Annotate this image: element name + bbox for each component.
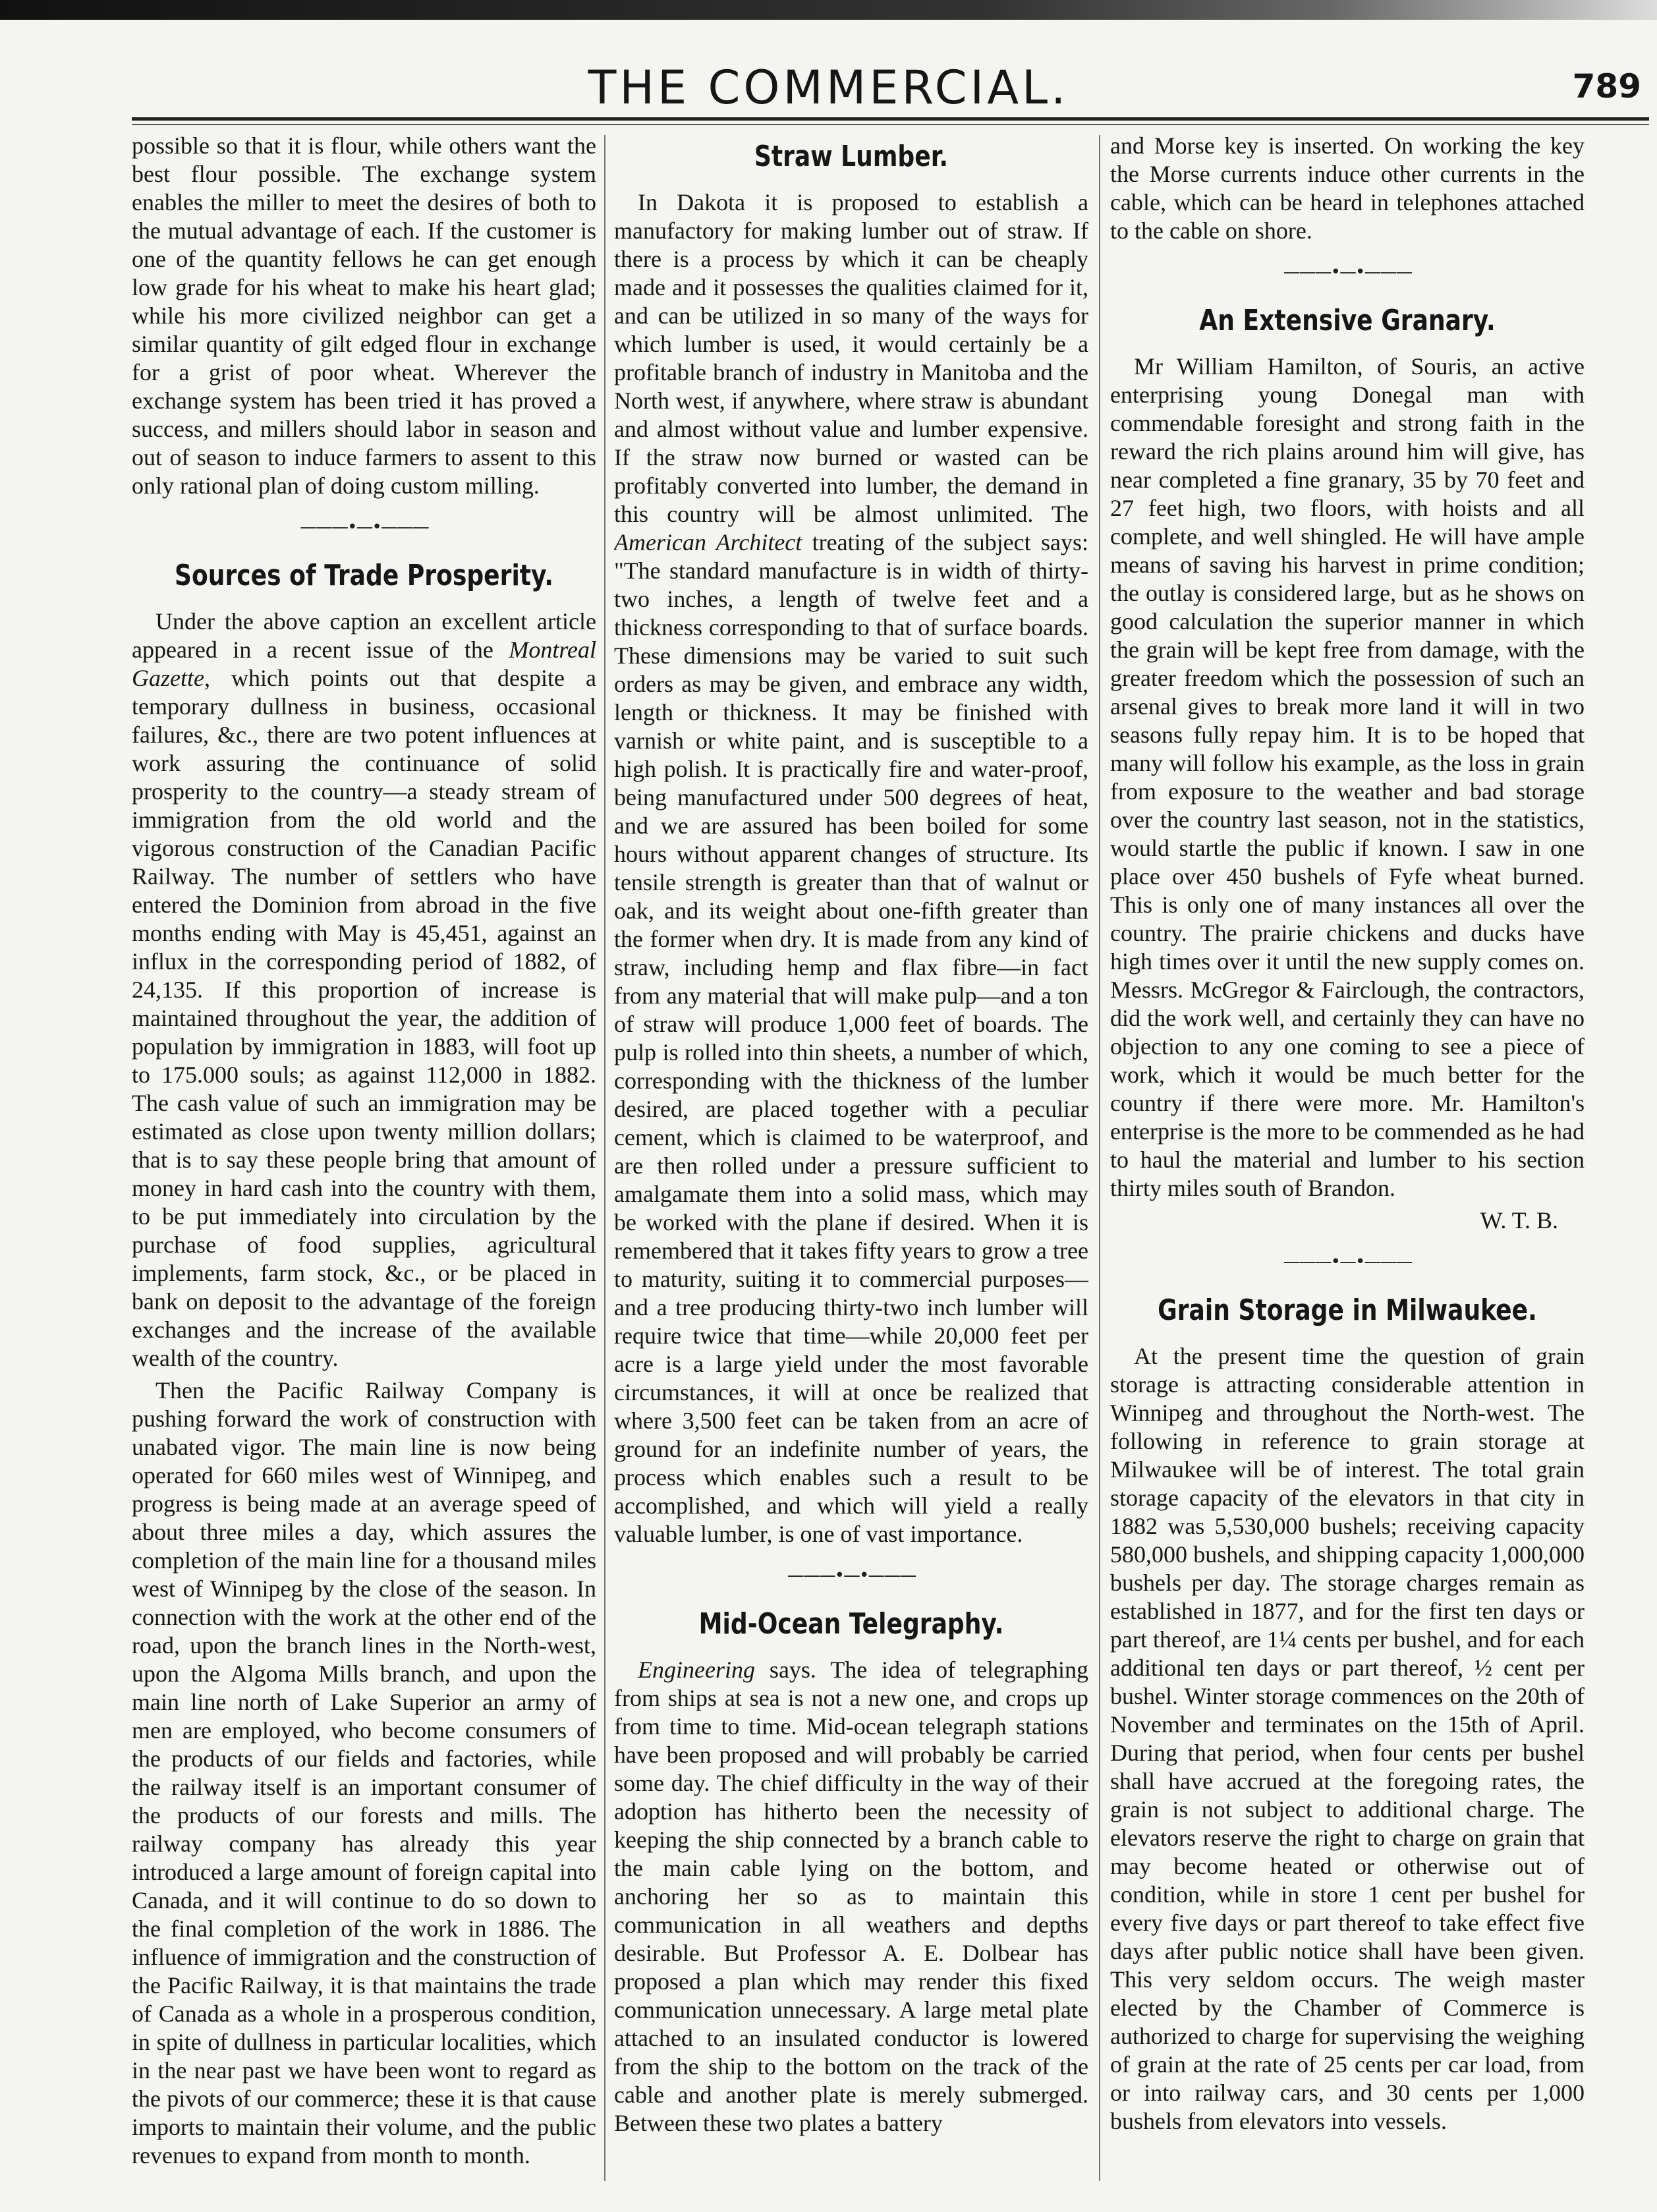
column-divider (604, 135, 605, 2181)
article-title: Sources of Trade Prosperity. (175, 559, 553, 592)
header-rule-thin (132, 124, 1649, 125)
paragraph-text: says. The idea of telegraphing from ships at sea is not a new one, and crops up from time to time. Mid-ocean telegraph stations have been proposed and will probably be carried some day. The chief difficulty in the way of their adoption has hitherto been the necessity of keeping the ship connected by a branch cable to the main cable lying on the bottom, and anchoring her so as to maintain this communication in all weathers and depths desirable. But Professor A. E. Dolbear has proposed a plan which may render this fixed communication unnecessary. A large metal plate attached to an insulated conductor is lowered from the ship to the bottom on the track of the cable and another plate is merely submerged. Between these two plates a battery (614, 1657, 1088, 2136)
paragraph-text: In Dakota it is proposed to establish a manufactory for making lumber out of straw. If there is a process by which it can be cheaply made and it possesses the qualities claimed for it, and can be utilized in so many of the ways for which lumber is used, it would certainly be a profitable branch of industry in Manitoba and the North west, if anywhere, where straw is abundant and almost without value and lumber expensive. If the straw now burned or wasted can be profitably converted into lumber, the demand in this country will be almost unlimited. The (614, 189, 1088, 527)
top-border-rule (0, 0, 1657, 20)
article-paragraph (614, 188, 1088, 1548)
author-signature: W. T. B. (1480, 1207, 1558, 1234)
column-2 (614, 132, 1088, 2194)
header-rule-thick (132, 117, 1649, 121)
paragraph-text: , which points out that despite a temporary dullness in business, occasional failures, &c., there are two potent influences at work assuring the continuance of solid prosperity to the country—a steady stream of immigration from the old world and the vigorous construction of the Canadian Pacific Railway. The number of settlers who have entered the Dominion from abroad in the five months ending with May is 45,451, against an influx in the corresponding period of 1882, of 24,135. If this proportion of increase is maintained throughout the year, the addition of population by immigration in 1883, will foot up to 175.000 souls; as against 112,000 in 1882. The cash value of such an immigration may be estimated as close upon twenty million dollars; that is to say these people bring that amount of money in hard cash into the country with them, to be put immediately into circulation by the purchase of food supplies, agricultural implements, farm stock, &c., or be placed in bank on deposit to the advantage of the foreign exchanges and the increase of the available wealth of the country. (132, 665, 596, 1371)
column-divider (1099, 135, 1100, 2181)
article-paragraph (614, 1656, 1088, 2138)
article-title: An Extensive Granary. (1199, 304, 1496, 337)
source-publication: Engineering (638, 1657, 755, 1683)
paragraph-text: treating of the subject says: "The standard manufacture is in width of thirty-two inches, a length of twelve feet and a thickness corresponding to that of surface boards. These dimensions may be varied to suit such orders as may be given, and embrace any width, length or thickness. It may be finished with varnish or white paint, and is susceptible to a high polish. It is practically fire and water-proof, being manufactured under 500 degrees of heat, and we are assured has been boiled for some hours without apparent changes of structure. Its tensile strength is greater than that of walnut or oak, and its weight about one-fifth greater than the former when dry. It is made from any kind of straw, including hemp and flax fibre—in fact from any material that will make pulp—and a ton of straw will produce 1,000 feet of boards. The pulp is rolled into thin sheets, a number of which, corresponding with the thickness of the lumber desired, are placed together with a peculiar cement, which is claimed to be waterproof, and are then rolled under a pressure sufficient to amalgamate them into a solid mass, which may be worked with the plane if desired. When it is remembered that it takes fifty years to grow a tree to maturity, suiting it to commercial purposes—and a tree producing thirty-two inch lumber will require twice that time—while 20,000 feet per acre is a large yield under the most favorable circumstances, it will at once be realized that where 3,500 feet can be taken from an acre of ground for an indefinite number of years, the process which enables such a result to be accomplished, and which will yield a really valuable lumber, is one of vast importance. (614, 529, 1088, 1547)
section-divider: ———•—•——— (787, 1566, 916, 1585)
article-title: Straw Lumber. (754, 140, 949, 173)
source-publication: American Architect (614, 529, 802, 555)
article-paragraph: Then the Pacific Railway Company is pushing forward the work of construction with unabated vigor. The main line is now being operated for 660 miles west of Winnipeg, and progress is being made at an average speed of about three miles a day, which assures the completion of the main line for a thousand miles west of Winnipeg by the close of the season. In connection with the work at the other end of the road, upon the branch lines in the North-west, upon the Algoma Mills branch, and upon the main line north of Lake Superior an army of men are employed, who become consumers of the products of our fields and factories, while the railway itself is an important consumer of the products of our forests and mills. The railway company has already this year introduced a large amount of foreign capital into Canada, and it will continue to do so down to the final completion of the work in 1886. The influence of immigration and the construction of the Pacific Railway, it is that maintains the trade of Canada as a whole in a prosperous condition, in spite of dullness in particular localities, which in the near past we have been wont to regard as the pivots of our commerce; these it is that cause imports to maintain their volume, and the public revenues to expand from month to month. (132, 1377, 596, 2169)
article-paragraph (132, 608, 596, 1373)
publication-title: THE COMMERCIAL. (588, 61, 1069, 115)
section-divider: ———•—•——— (300, 517, 428, 537)
section-divider: ———•—•——— (1283, 1252, 1412, 1272)
article-title: Mid-Ocean Telegraphy. (698, 1607, 1004, 1641)
page-number: 789 (1572, 67, 1641, 105)
masthead (0, 61, 1657, 113)
source-publication: Montreal Gazette (132, 637, 596, 691)
continued-paragraph: and Morse key is inserted. On working the key the Morse currents induce other currents in the cable, which can be heard in telephones attached to the cable on shore. (1110, 132, 1585, 244)
section-divider: ———•—•——— (1283, 262, 1412, 282)
column-1 (132, 132, 596, 2194)
article-title: Grain Storage in Milwaukee. (1158, 1293, 1537, 1327)
article-paragraph: At the present time the question of grain storage is attracting considerable attention in Winnipeg and throughout the North-west. The following in reference to grain storage at Milwaukee will be of interest. The total grain storage capacity of the elevators in that city in 1882 was 5,530,000 bushels; receiving capacity 580,000 bushels, and shipping capacity 1,000,000 bushels per day. The storage charges remain as established in 1877, and for the first ten days or part thereof, are 1¼ cents per bushel, and for each additional ten days or part thereof, ½ cent per bushel. Winter storage commences on the 20th of November and terminates on the 15th of April. During that period, when four cents per bushel shall have accrued at the foregoing rates, the grain is not subject to additional charge. The elevators reserve the right to charge on grain that may become heated or otherwise out of condition, while in store 1 cent per bushel for every five days or part thereof to take effect five days after public notice shall have been given. This very seldom occurs. The weigh master elected by the Chamber of Commerce is authorized to charge for supervising the weighing of grain at the rate of 25 cents per car load, from or into railway cars, and 30 cents per 1,000 bushels from elevators into vessels. (1110, 1343, 1585, 2134)
paragraph-text: Under the above caption an excellent article appeared in a recent issue of the (132, 608, 596, 663)
continued-paragraph: possible so that it is flour, while others want the best flour possible. The exchange system enables the miller to meet the desires of both to the mutual advantage of each. If the customer is one of the quantity fellows he can get enough low grade for his wheat to make his heart glad; while his more civilized neighbor can get a similar quantity of gilt edged flour in exchange for a grist of poor wheat. Wherever the exchange system has been tried it has proved a success, and millers should labor in season and out of season to induce farmers to assent to this only rational plan of doing custom milling. (132, 132, 596, 499)
article-paragraph: Mr William Hamilton, of Souris, an active enterprising young Donegal man with commendable foresight and strong faith in the reward the rich plains around him will give, has near completed a fine granary, 35 by 70 feet and 27 feet high, two floors, with hoists and all complete, and well shingled. He will have ample means of saving his harvest in prime condition; the outlay is considered large, but as he shows on good calculation the superior manner in which the grain will be kept free from damage, with the greater freedom which the possession of such an arsenal gives to break more land it will in two seasons fully repay him. It is to be hoped that many will follow his example, as the loss in grain from exposure to the weather and bad storage over the country last season, not in the statistics, would startle the public if known. I saw in one place over 450 bushels of Fyfe wheat burned. This is only one of many instances all over the country. The prairie chickens and ducks have high times over it until the new supply comes on. Messrs. McGregor & Fairclough, the contractors, did the work well, and certainly they can have no objection to any one coming to see a piece of work, which it would be much better for the country if there were more. Mr. Hamilton's enterprise is the more to be commended as he had to haul the material and lumber to his section thirty miles south of Brandon. (1110, 353, 1585, 1201)
column-3 (1110, 132, 1585, 2194)
